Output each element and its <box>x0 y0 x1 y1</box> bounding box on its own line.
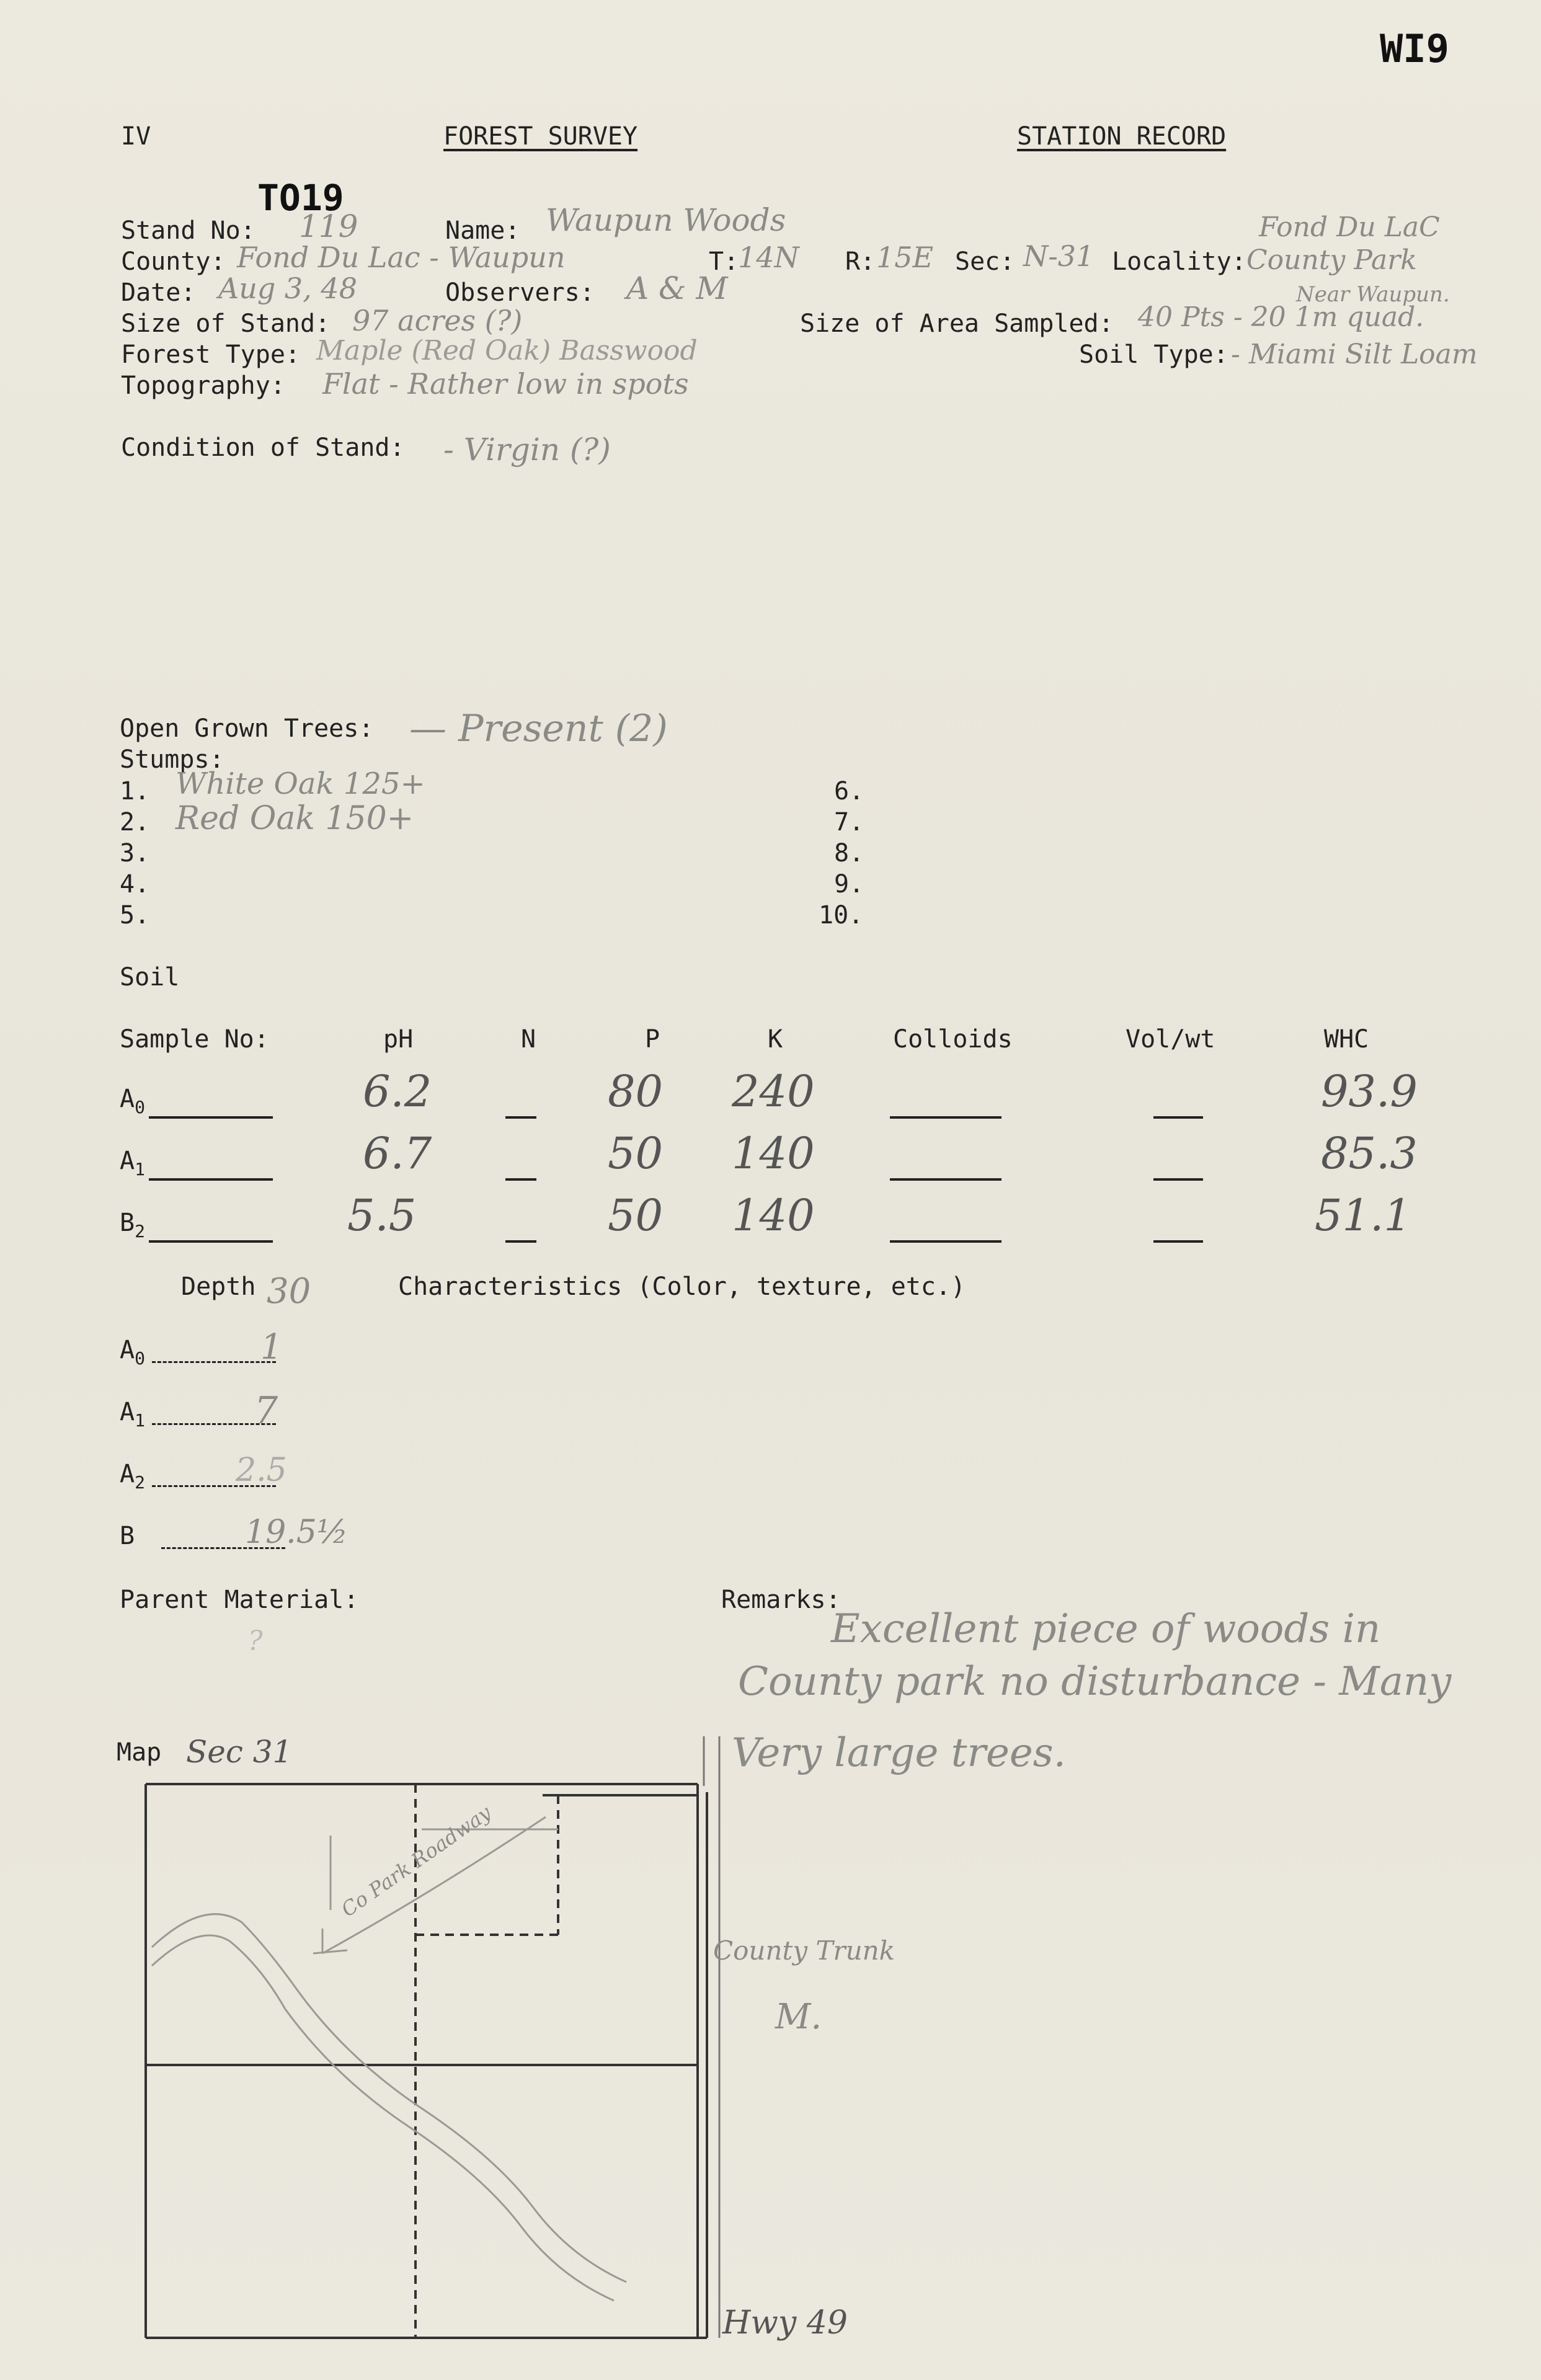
forest-type-label: Forest Type: <box>121 340 300 369</box>
remarks-line-1: Excellent piece of woods in <box>831 1606 1381 1652</box>
p-value: 50 <box>608 1190 664 1241</box>
p-value: 80 <box>608 1066 664 1117</box>
stump-num: 4. <box>120 870 150 899</box>
sample-horizon: A <box>120 1147 135 1175</box>
stumps-label: Stumps: <box>120 745 224 774</box>
horizon-sub: 1 <box>135 1410 145 1431</box>
whc-value: 85.3 <box>1321 1128 1418 1179</box>
characteristics-label: Characteristics (Color, texture, etc.) <box>398 1272 966 1301</box>
locality-line-1: Fond Du LaC <box>1259 211 1440 243</box>
col-n: N <box>521 1025 536 1054</box>
open-grown-label: Open Grown Trees: <box>120 714 374 743</box>
corner-stamp: WI9 <box>1380 26 1449 71</box>
depth-value: 7 <box>254 1389 278 1432</box>
depth-total: 30 <box>267 1271 311 1312</box>
section-number: IV <box>121 122 151 151</box>
size-of-stand-value: 97 acres (?) <box>352 304 523 337</box>
size-of-stand-label: Size of Stand: <box>121 309 331 338</box>
stump-num: 5. <box>120 901 150 930</box>
soil-type-label: Soil Type: <box>1079 340 1228 369</box>
stump-num: 3. <box>120 839 150 868</box>
range-label: R: <box>845 247 876 276</box>
horizon-sub: 0 <box>135 1348 145 1369</box>
map-label: Map <box>117 1738 162 1767</box>
name-value: Waupun Woods <box>546 202 786 238</box>
map-outline <box>146 1736 719 2338</box>
record-type: STATION RECORD <box>1017 122 1227 151</box>
ph-value: 5.5 <box>347 1190 417 1241</box>
col-whc: WHC <box>1324 1025 1369 1054</box>
observers-label: Observers: <box>445 278 595 307</box>
open-grown-value: — Present (2) <box>409 707 668 750</box>
township-label: T: <box>709 247 739 276</box>
whc-value: 93.9 <box>1321 1066 1418 1117</box>
p-value: 50 <box>608 1128 664 1179</box>
stump-num: 10. <box>819 901 864 930</box>
stump-value: White Oak 125+ <box>175 766 425 801</box>
parent-material-label: Parent Material: <box>120 1586 359 1614</box>
whc-value: 51.1 <box>1315 1190 1411 1241</box>
township-value: 14N <box>738 241 799 274</box>
stand-stamp: TO19 <box>257 177 344 219</box>
stump-value: Red Oak 150+ <box>175 800 414 837</box>
depth-value: 2.5 <box>236 1452 287 1489</box>
depth-label: Depth <box>181 1272 256 1301</box>
remarks-line-3: Very large trees. <box>732 1730 1066 1776</box>
stand-no-label: Stand No: <box>121 216 255 245</box>
section-value: N-31 <box>1023 239 1095 273</box>
stump-num: 2. <box>120 808 150 837</box>
sample-horizon: A <box>120 1085 135 1113</box>
form-title: FOREST SURVEY <box>443 122 638 151</box>
condition-label: Condition of Stand: <box>121 433 405 462</box>
ph-value: 6.2 <box>363 1066 432 1117</box>
col-ph: pH <box>383 1025 414 1054</box>
stump-num: 9. <box>834 870 864 899</box>
ph-value: 6.7 <box>363 1128 432 1179</box>
forest-type-value: Maple (Red Oak) Basswood <box>316 335 698 366</box>
col-colloids: Colloids <box>893 1025 1013 1054</box>
remarks-label: Remarks: <box>721 1586 841 1614</box>
soil-type-value: - Miami Silt Loam <box>1231 339 1478 370</box>
depth-value: 1 <box>260 1327 283 1367</box>
depth-value: 19.5½ <box>245 1514 349 1551</box>
k-value: 140 <box>732 1128 815 1179</box>
horizon-letter: A <box>120 1460 135 1488</box>
locality-line-2: County Park <box>1246 244 1417 276</box>
sample-horizon-sub: 2 <box>135 1221 145 1241</box>
k-value: 140 <box>732 1190 815 1241</box>
stump-num: 1. <box>120 777 150 806</box>
stump-num: 8. <box>834 839 864 868</box>
county-value: Fond Du Lac - Waupun <box>237 241 566 274</box>
county-label: County: <box>121 247 226 276</box>
observers-value: A & M <box>626 270 728 306</box>
area-sampled-label: Size of Area Sampled: <box>800 309 1114 338</box>
stand-no-value: 119 <box>299 208 358 244</box>
horizon-letter: B <box>120 1522 135 1550</box>
horizon-letter: A <box>120 1336 135 1364</box>
date-label: Date: <box>121 278 196 307</box>
stump-num: 7. <box>834 808 864 837</box>
stump-num: 6. <box>834 777 864 806</box>
parent-material-value: ? <box>248 1625 263 1657</box>
highway-label: Hwy 49 <box>722 2304 848 2342</box>
sample-horizon: B <box>120 1209 135 1237</box>
horizon-letter: A <box>120 1398 135 1426</box>
col-k: K <box>768 1025 783 1054</box>
road-label: Co Park Roadway <box>337 1800 495 1922</box>
col-vol-wt: Vol/wt <box>1126 1025 1215 1054</box>
map-section: Sec 31 <box>186 1734 293 1770</box>
soil-heading: Soil <box>120 963 180 992</box>
col-p: P <box>645 1025 660 1054</box>
date-value: Aug 3, 48 <box>218 272 357 305</box>
sample-horizon-sub: 0 <box>135 1097 145 1117</box>
sample-horizon-sub: 1 <box>135 1159 145 1179</box>
county-trunk-label: County Trunk <box>713 1935 895 1966</box>
name-label: Name: <box>445 216 520 245</box>
range-value: 15E <box>876 241 934 274</box>
county-trunk-letter: M. <box>775 1997 822 2037</box>
horizon-sub: 2 <box>135 1472 145 1493</box>
locality-label: Locality: <box>1112 247 1246 276</box>
topography-value: Flat - Rather low in spots <box>322 367 689 401</box>
area-sampled-value: 40 Pts - 20 1m quad. <box>1138 301 1424 333</box>
k-value: 240 <box>732 1066 815 1117</box>
condition-value: - Virgin (?) <box>443 432 611 468</box>
remarks-line-2: County park no disturbance - Many <box>738 1659 1452 1705</box>
section-label: Sec: <box>955 247 1015 276</box>
locality-line-3: Near Waupun. <box>1296 282 1450 307</box>
col-sample-no: Sample No: <box>120 1025 269 1054</box>
topography-label: Topography: <box>121 371 285 400</box>
